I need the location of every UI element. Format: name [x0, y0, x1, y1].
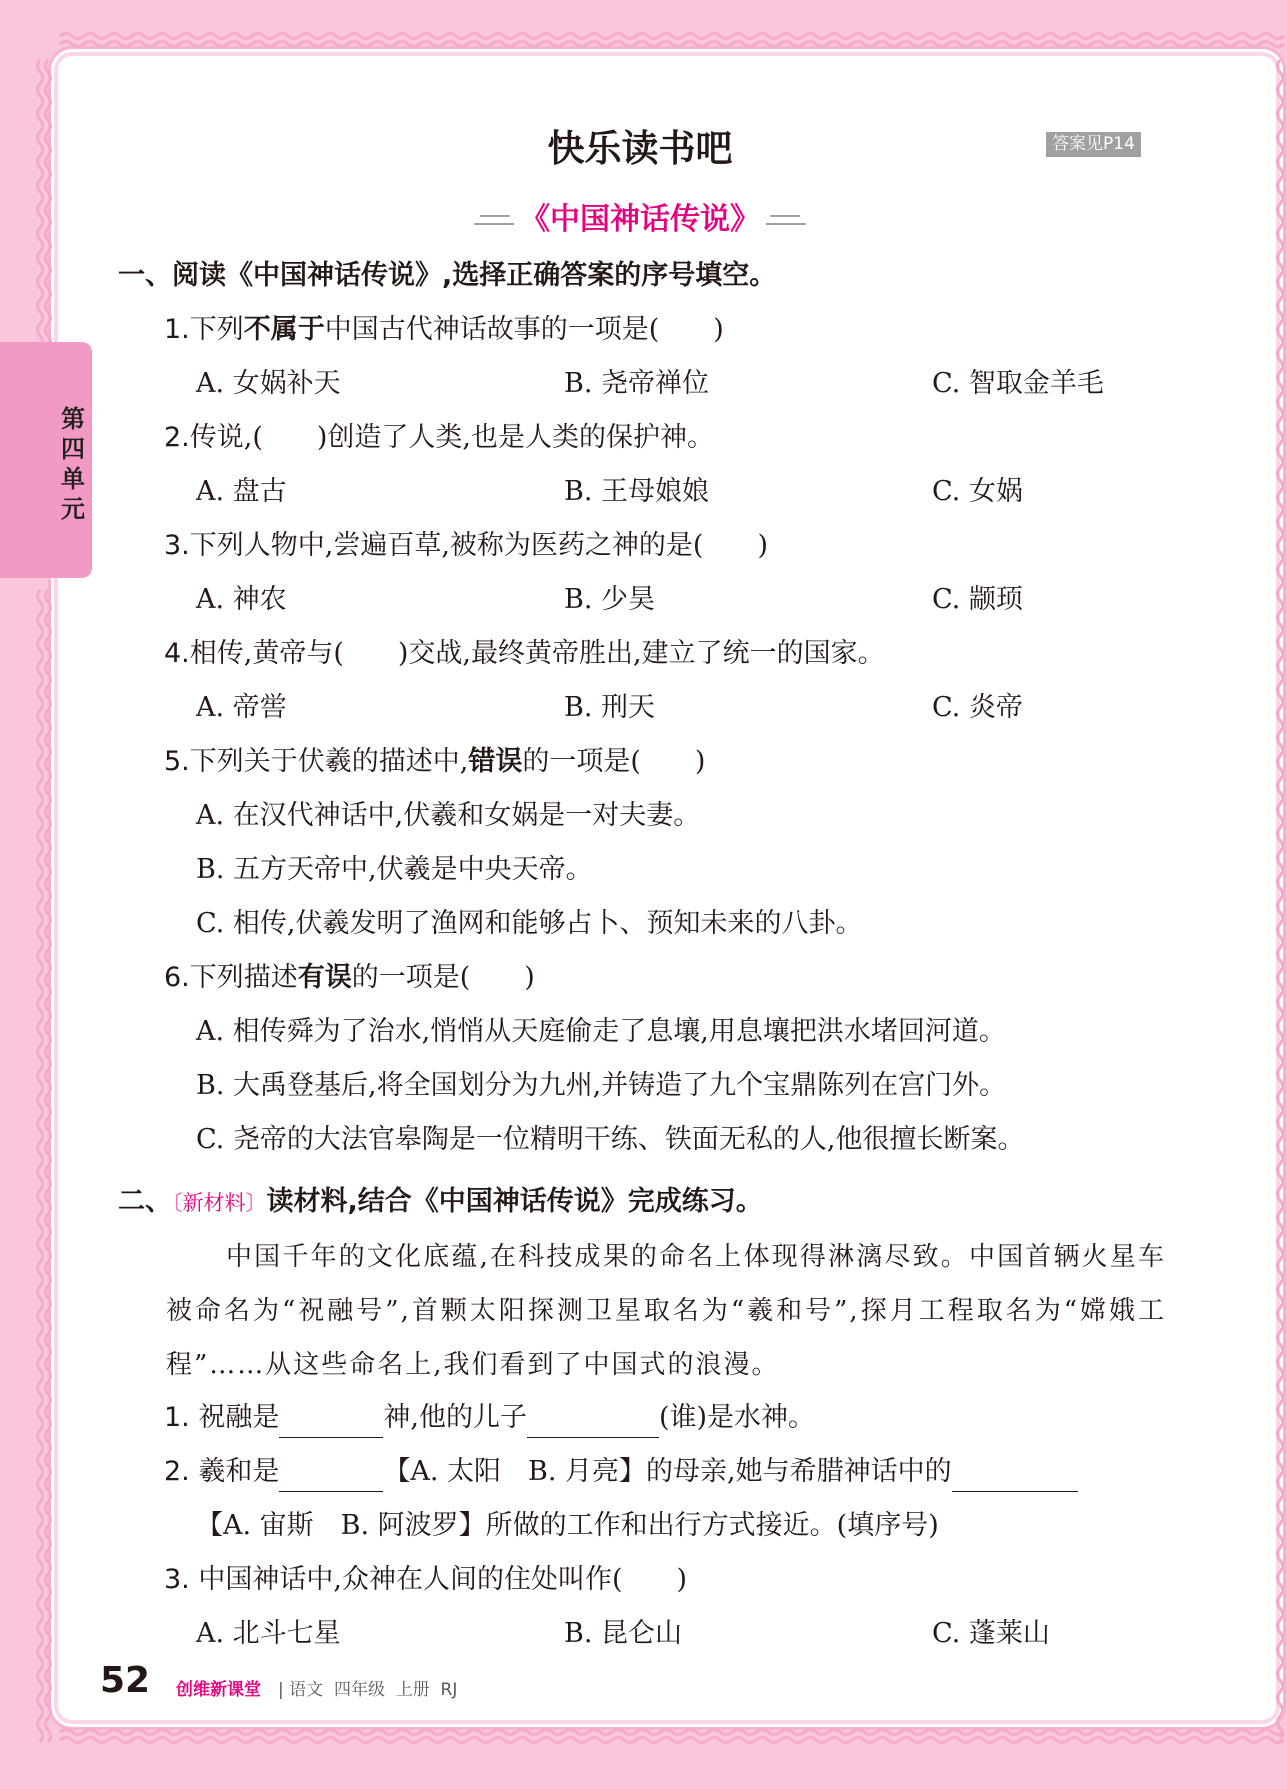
question-number: 6. [164, 962, 190, 993]
answer-reference-tag: 答案见P14 [1046, 132, 1141, 157]
section2-heading [118, 1182, 763, 1223]
question-text: 羲和是 [198, 1456, 280, 1487]
question-number: 1. [164, 314, 190, 345]
section2-question-3 [164, 1560, 687, 1600]
question-number: 2. [164, 422, 190, 453]
option-b[interactable]: B. 王母娘娘 [564, 476, 710, 507]
section1-heading: 一、阅读《中国神话传说》,选择正确答案的序号填空。 [118, 260, 777, 291]
option-b[interactable]: B. 昆仑山 [564, 1618, 683, 1649]
section1-question-3 [164, 526, 768, 566]
new-material-tag: 〔新材料〕 [172, 1191, 267, 1215]
option-c[interactable]: C. 炎帝 [932, 692, 1023, 723]
option-b[interactable]: B. 五方天帝中,伏羲是中央天帝。 [196, 854, 593, 885]
question-text: (谁)是水神。 [658, 1402, 816, 1433]
section2-question-2 [164, 1452, 1078, 1492]
question-number: 1. [164, 1402, 190, 1433]
question-text: 下列人物中,尝遍百草,被称为医药之神的是( ) [189, 530, 768, 561]
question-number: 3. [164, 530, 190, 561]
option-a[interactable]: A. 帝喾 [196, 692, 287, 723]
question-text: 下列 [189, 314, 244, 345]
option-a[interactable]: A. 北斗七星 [196, 1618, 341, 1649]
question-number: 4. [164, 638, 190, 669]
question-text: 的一项是( ) [351, 962, 535, 993]
option-c[interactable]: C. 颛顼 [932, 584, 1023, 615]
question-text: 的一项是( ) [522, 746, 706, 777]
question-number: 5. [164, 746, 190, 777]
section1-question-1 [164, 310, 724, 350]
option-a[interactable]: A. 女娲补天 [196, 368, 341, 399]
question-text: 中国古代神话故事的一项是( ) [324, 314, 724, 345]
question-number: 2. [164, 1456, 190, 1487]
page-title: 快乐读书吧 [547, 127, 733, 170]
answer-blank[interactable] [279, 1461, 383, 1492]
option-b[interactable]: B. 尧帝禅位 [564, 368, 710, 399]
footer-meta: | 语文 四年级 上册 RJ [278, 1680, 458, 1700]
question-text: 神,他的儿子 [383, 1402, 527, 1433]
footer-brand: 创维新课堂 [176, 1680, 261, 1700]
question-text: 祝融是 [198, 1402, 280, 1433]
reading-passage: 中国千年的文化底蕴,在科技成果的命名上体现得淋漓尽致。中国首辆火星车被命名为“祝融号”,首颗太阳探测卫星取名为“羲和号”,探月工程取名为“嫦娥工程”……从这些命名上,我们看到了中国式的浪漫。 [166, 1242, 1166, 1380]
question-emphasis: 不属于 [243, 314, 325, 345]
section2-heading-text: 读材料,结合《中国神话传说》完成练习。 [266, 1186, 763, 1217]
option-c[interactable]: C. 相传,伏羲发明了渔网和能够占卜、预知未来的八卦。 [196, 908, 863, 939]
option-c[interactable]: C. 尧帝的大法官皋陶是一位精明干练、铁面无私的人,他很擅长断案。 [196, 1124, 1025, 1155]
option-c[interactable]: C. 女娲 [932, 476, 1023, 507]
option-a[interactable]: A. 神农 [196, 584, 287, 615]
option-a[interactable]: A. 在汉代神话中,伏羲和女娲是一对夫妻。 [196, 800, 701, 831]
book-title: 《中国神话传说》 [520, 202, 760, 237]
option-a[interactable]: A. 盘古 [196, 476, 287, 507]
section1-question-6 [164, 958, 535, 998]
section1-question-5 [164, 742, 705, 782]
option-c[interactable]: C. 智取金羊毛 [932, 368, 1104, 399]
option-b[interactable]: B. 少昊 [564, 584, 656, 615]
option-a[interactable]: A. 相传舜为了治水,悄悄从天庭偷走了息壤,用息壤把洪水堵回河道。 [196, 1016, 1006, 1047]
page-number: 52 [100, 1660, 151, 1701]
unit-side-tab-label: 第四单元 [61, 405, 85, 523]
option-c[interactable]: C. 蓬莱山 [932, 1618, 1050, 1649]
section2-prefix: 二、 [118, 1186, 172, 1217]
question-emphasis: 错误 [468, 746, 523, 777]
question-text: 中国神话中,众神在人间的住处叫作( ) [198, 1564, 688, 1595]
question-text: 相传,黄帝与( )交战,最终黄帝胜出,建立了统一的国家。 [189, 638, 885, 669]
question-text: 传说,( )创造了人类,也是人类的保护神。 [189, 422, 714, 453]
answer-blank[interactable] [527, 1407, 659, 1438]
question-number: 3. [164, 1564, 190, 1595]
answer-blank[interactable] [279, 1407, 383, 1438]
question-emphasis: 有误 [297, 962, 352, 993]
question-text: 【A. 太阳 B. 月亮】的母亲,她与希腊神话中的 [383, 1456, 952, 1487]
answer-blank[interactable] [952, 1461, 1078, 1492]
section1-question-4 [164, 634, 885, 674]
question-text: 下列关于伏羲的描述中, [189, 746, 469, 777]
section2-question-1 [164, 1398, 815, 1438]
option-b[interactable]: B. 刑天 [564, 692, 656, 723]
option-b[interactable]: B. 大禹登基后,将全国划分为九州,并铸造了九个宝鼎陈列在宫门外。 [196, 1070, 1007, 1101]
section1-question-2 [164, 418, 714, 458]
question-text: 下列描述 [189, 962, 298, 993]
section2-question-2-cont: 【A. 宙斯 B. 阿波罗】所做的工作和出行方式接近。(填序号) [196, 1510, 939, 1541]
